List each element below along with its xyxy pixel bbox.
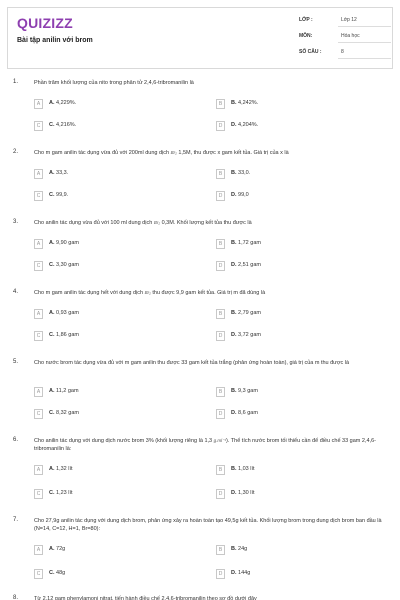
option-text: 3,30 gam — [56, 262, 79, 268]
question-count-label: SỐ CÂU : — [299, 49, 322, 55]
option-b[interactable] — [216, 465, 356, 476]
option-letter-box: A — [34, 387, 43, 397]
option-b[interactable] — [216, 169, 356, 180]
question-text: Cho anilin tác dụng vừa đủ với 100 ml dung dịch Br₂ 0,3M. Khối lượng kết tủa thu được là — [34, 220, 252, 226]
option-letter-box: D — [216, 331, 225, 341]
option-c[interactable] — [34, 261, 174, 272]
option-prefix: B. — [231, 546, 237, 552]
option-b[interactable] — [216, 309, 356, 320]
option-letter-box: C — [34, 191, 43, 201]
chemical-formula: Br₂ — [153, 220, 161, 225]
option-prefix: D. — [231, 332, 237, 338]
option-letter-box: D — [216, 489, 225, 499]
option-prefix: D. — [231, 262, 237, 268]
option-prefix: C. — [49, 122, 55, 128]
option-prefix: A. — [49, 170, 55, 176]
option-b[interactable] — [216, 387, 356, 398]
option-c[interactable] — [34, 409, 174, 420]
option-prefix: A. — [49, 310, 55, 316]
option-letter-box: C — [34, 569, 43, 579]
question-text: Cho m gam anilin tác dụng vừa đủ với 200ml dung dịch Br₂ 1,5M, thu được x gam kết tủa. Giá trị của x là — [34, 150, 289, 156]
option-text: 2,51 gam — [238, 262, 261, 268]
option-letter-box: B — [216, 239, 225, 249]
question-text: Từ 2,12 gam phenylamoni nitrat, tiến hành điều chế 2,4,6-tribromanilin theo sơ đồ dưới đây — [34, 596, 257, 600]
option-letter-box: C — [34, 261, 43, 271]
option-d[interactable] — [216, 409, 356, 420]
option-prefix: C. — [49, 410, 55, 416]
option-prefix: B. — [231, 388, 237, 394]
option-text: 24g — [238, 546, 248, 552]
option-prefix: B. — [231, 170, 237, 176]
option-text: 1,03 lít — [238, 466, 255, 472]
grade-divider — [338, 26, 391, 27]
subject-divider — [338, 42, 391, 43]
question-number: 7. — [13, 517, 19, 523]
question-text: Cho 27,9g anilin tác dụng với dung dịch brom, phản ứng xảy ra hoàn toàn tạo 49,5g kết tủa. Khối lượng brom trong dung dịch brom ban đầu là (N=14, C=12, H=1, Br=80): — [34, 518, 382, 532]
option-text: 11,2 gam — [56, 388, 79, 394]
option-d[interactable] — [216, 331, 356, 342]
option-prefix: C. — [49, 332, 55, 338]
option-a[interactable] — [34, 169, 174, 180]
page-title: Bài tập anilin với brom — [17, 37, 93, 44]
option-prefix: A. — [49, 240, 55, 246]
option-prefix: D. — [231, 490, 237, 496]
option-a[interactable] — [34, 99, 174, 110]
subject-value: Hóa học — [341, 33, 360, 39]
option-prefix: C. — [49, 262, 55, 268]
option-prefix: B. — [231, 466, 237, 472]
option-letter-box: B — [216, 545, 225, 555]
option-text: 72g — [56, 546, 66, 552]
option-letter-box: D — [216, 261, 225, 271]
option-letter-box: A — [34, 169, 43, 179]
chemical-formula: Br₂ — [144, 290, 151, 295]
option-b[interactable] — [216, 545, 356, 556]
option-letter-box: D — [216, 569, 225, 579]
option-text: 1,30 lít — [238, 490, 255, 496]
question-number: 6. — [13, 437, 19, 443]
option-text: 9,90 gam — [56, 240, 79, 246]
question-number: 8. — [13, 595, 19, 600]
option-d[interactable] — [216, 569, 356, 580]
option-d[interactable] — [216, 121, 356, 132]
option-text: 4,204%. — [238, 122, 259, 128]
option-text: 9,3 gam — [238, 388, 258, 394]
option-text: 8,32 gam — [56, 410, 79, 416]
option-c[interactable] — [34, 121, 174, 132]
question-number: 1. — [13, 79, 19, 85]
question-text: Cho m gam anilin tác dụng hết với dung dịch Br₂ thu được 9,9 gam kết tủa. Giá trị m đã dùng là — [34, 290, 266, 296]
option-letter-box: D — [216, 191, 225, 201]
option-letter-box: A — [34, 545, 43, 555]
option-prefix: D. — [231, 192, 237, 198]
option-letter-box: B — [216, 169, 225, 179]
option-c[interactable] — [34, 331, 174, 342]
option-a[interactable] — [34, 465, 174, 476]
option-text: 48g — [56, 570, 66, 576]
option-a[interactable] — [34, 239, 174, 250]
option-prefix: C. — [49, 490, 55, 496]
option-text: 1,32 lít — [56, 466, 73, 472]
option-letter-box: A — [34, 99, 43, 109]
question-number: 4. — [13, 289, 19, 295]
option-text: 99,9. — [56, 192, 69, 198]
option-a[interactable] — [34, 387, 174, 398]
option-d[interactable] — [216, 489, 356, 500]
question-8-partial — [0, 594, 400, 600]
grade-label: LỚP : — [299, 17, 313, 23]
option-d[interactable] — [216, 191, 356, 202]
worksheet-header — [7, 7, 393, 69]
option-text: 1,86 gam — [56, 332, 79, 338]
option-letter-box: B — [216, 465, 225, 475]
option-letter-box: C — [34, 409, 43, 419]
option-letter-box: B — [216, 387, 225, 397]
option-a[interactable] — [34, 545, 174, 556]
option-text: 2,79 gam — [238, 310, 261, 316]
option-text: 4,242%. — [238, 100, 259, 106]
question-number: 3. — [13, 219, 19, 225]
option-text: 0,93 gam — [56, 310, 79, 316]
option-a[interactable] — [34, 309, 174, 320]
option-letter-box: B — [216, 99, 225, 109]
chemical-formula: g.ml⁻¹ — [213, 438, 226, 443]
option-text: 99,0 — [238, 192, 249, 198]
question-number: 2. — [13, 149, 19, 155]
option-prefix: C. — [49, 192, 55, 198]
option-letter-box: A — [34, 239, 43, 249]
option-text: 1,23 lít — [56, 490, 73, 496]
option-text: 1,72 gam — [238, 240, 261, 246]
option-prefix: A. — [49, 388, 55, 394]
question-count-value: 8 — [341, 49, 344, 55]
question-text: Cho anilin tác dụng với dung dịch nước brom 3% (khối lượng riêng là 1,3 g.ml⁻¹). Thể tích nước brom tối thiểu cần để điều chế 33 gam 2,4,6-tribromanilin là: — [34, 438, 376, 452]
option-text: 4,229%. — [56, 100, 77, 106]
option-prefix: D. — [231, 410, 237, 416]
option-prefix: B. — [231, 310, 237, 316]
option-letter-box: A — [34, 309, 43, 319]
option-b[interactable] — [216, 99, 356, 110]
option-prefix: C. — [49, 570, 55, 576]
option-prefix: B. — [231, 240, 237, 246]
option-text: 33,3. — [56, 170, 69, 176]
option-letter-box: A — [34, 465, 43, 475]
option-text: 144g — [238, 570, 251, 576]
option-letter-box: C — [34, 331, 43, 341]
option-text: 33,0. — [238, 170, 251, 176]
option-prefix: B. — [231, 100, 237, 106]
quizizz-logo: QUIZIZZ — [17, 15, 73, 31]
question-text: Phần trăm khối lượng của nito trong phân tử 2,4,6-tribromanilin là — [34, 80, 194, 86]
count-divider — [338, 58, 391, 59]
grade-value: Lớp 12 — [341, 17, 357, 23]
option-prefix: D. — [231, 570, 237, 576]
option-letter-box: B — [216, 309, 225, 319]
option-d[interactable] — [216, 261, 356, 272]
option-text: 4,216%. — [56, 122, 77, 128]
question-number: 5. — [13, 359, 19, 365]
option-prefix: D. — [231, 122, 237, 128]
option-b[interactable] — [216, 239, 356, 250]
option-c[interactable] — [34, 569, 174, 580]
option-letter-box: D — [216, 121, 225, 131]
option-c[interactable] — [34, 489, 174, 500]
option-letter-box: C — [34, 489, 43, 499]
option-prefix: A. — [49, 546, 55, 552]
question-text: Cho nước brom tác dụng vừa đủ với m gam anilin thu được 33 gam kết tủa trắng (phản ứng hoàn toàn), giá trị của m thu được là — [34, 360, 350, 366]
option-prefix: A. — [49, 466, 55, 472]
option-c[interactable] — [34, 191, 174, 202]
option-text: 3,72 gam — [238, 332, 261, 338]
option-letter-box: D — [216, 409, 225, 419]
chemical-formula: Br₂ — [170, 150, 177, 155]
option-letter-box: C — [34, 121, 43, 131]
option-text: 8,6 gam — [238, 410, 258, 416]
option-prefix: A. — [49, 100, 55, 106]
subject-label: MÔN: — [299, 33, 313, 39]
